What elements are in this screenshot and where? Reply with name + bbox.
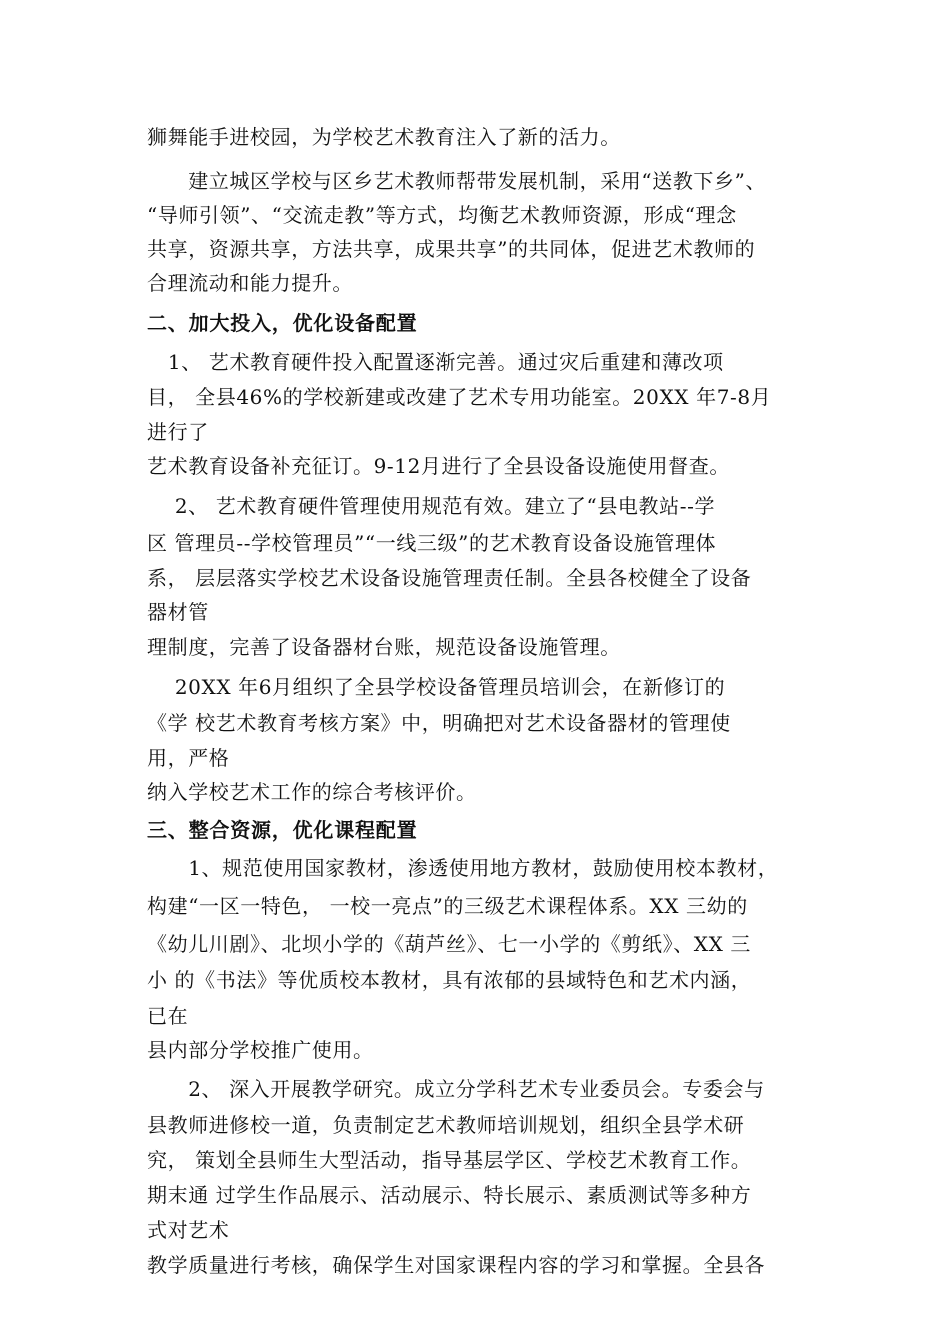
text-line: 究， 策划全县师生大型活动，指导基层学区、学校艺术教育工作。 — [147, 1148, 752, 1172]
text-line: 2、 艺术教育硬件管理使用规范有效。建立了“县电教站--学 — [147, 494, 716, 518]
text-line: 《学 校艺术教育考核方案》中，明确把对艺术设备器材的管理使 — [147, 711, 731, 735]
text-line: 建立城区学校与区乡艺术教师帮带发展机制，采用“送教下乡”、 — [147, 169, 767, 193]
text-line: 期末通 过学生作品展示、活动展示、特长展示、素质测试等多种方 — [147, 1183, 752, 1207]
text-line: 用，严格 — [147, 746, 230, 770]
text-line: 《幼儿川剧》、北坝小学的《葫芦丝》、七一小学的《剪纸》、XX 三 — [147, 932, 752, 956]
section-heading: 三、整合资源，优化课程配置 — [147, 818, 418, 842]
text-line: 教学质量进行考核，确保学生对国家课程内容的学习和掌握。全县各 — [147, 1253, 765, 1277]
text-line: 理制度，完善了设备器材台账，规范设备设施管理。 — [147, 635, 621, 659]
text-line: 器材管 — [147, 600, 209, 624]
text-line: 共享，资源共享，方法共享，成果共享”的共同体，促进艺术教师的 — [147, 237, 756, 261]
text-line: 艺术教育设备补充征订。9-12月进行了全县设备设施使用督查。 — [147, 454, 730, 478]
text-line: 合理流动和能力提升。 — [147, 271, 353, 295]
text-line: 20XX 年6月组织了全县学校设备管理员培训会，在新修订的 — [147, 675, 726, 699]
text-line: “导师引领”、“交流走教”等方式，均衡艺术教师资源，形成“理念 — [147, 203, 737, 227]
text-line: 纳入学校艺术工作的综合考核评价。 — [147, 780, 477, 804]
text-line: 已在 — [147, 1004, 189, 1028]
text-line: 区 管理员--学校管理员”“一线三级”的艺术教育设备设施管理体 — [147, 531, 717, 555]
text-line: 目， 全县46%的学校新建或改建了艺术专用功能室。20XX 年7-8月 — [147, 385, 772, 409]
text-line: 狮舞能手进校园，为学校艺术教育注入了新的活力。 — [147, 125, 621, 149]
text-line: 1、 艺术教育硬件投入配置逐渐完善。通过灾后重建和薄改项 — [147, 350, 724, 374]
section-heading: 二、加大投入，优化设备配置 — [147, 311, 418, 335]
text-line: 进行了 — [147, 420, 209, 444]
text-line: 1、规范使用国家教材，渗透使用地方教材，鼓励使用校本教材， — [147, 856, 779, 880]
text-line: 县内部分学校推广使用。 — [147, 1038, 374, 1062]
text-line: 县教师进修校一道，负责制定艺术教师培训规划，组织全县学术研 — [147, 1113, 745, 1137]
text-line: 2、 深入开展教学研究。成立分学科艺术专业委员会。专委会与 — [147, 1077, 765, 1101]
text-line: 构建“一区一特色， 一校一亮点”的三级艺术课程体系。XX 三幼的 — [147, 894, 748, 918]
text-line: 式对艺术 — [147, 1218, 230, 1242]
text-line: 系， 层层落实学校艺术设备设施管理责任制。全县各校健全了设备 — [147, 566, 752, 590]
text-line: 小 的《书法》等优质校本教材，具有浓郁的县域特色和艺术内涵， — [147, 968, 752, 992]
